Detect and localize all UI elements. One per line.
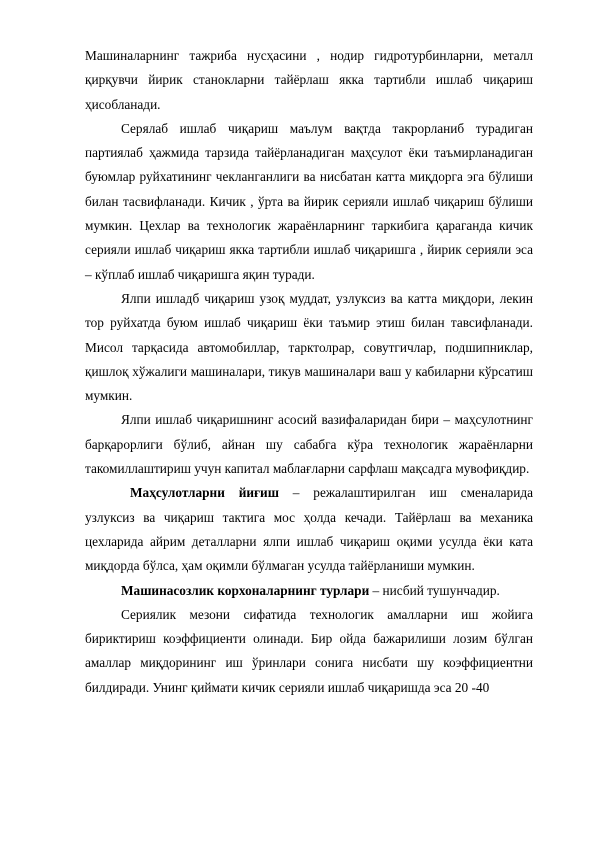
paragraph-serial-production xyxy=(85,117,533,287)
bold-term: Машинасозлик корхоналарнинг турлари xyxy=(121,582,370,598)
bold-term: Маҳсулотларни йиғиш xyxy=(130,485,279,501)
paragraph-product-assembly xyxy=(85,481,533,578)
paragraph-text: – нисбий тушунчадир. xyxy=(369,582,500,598)
paragraph-text: Ялпи ишладб чиқариш узоқ муддат, узлуксиз ва катта миқдори, лекин тор руйхатда буюм ишлаб чиқариш ёки таъмир этиш билан тавсифланади. Мисол тарқасида автомобиллар, тарктолрар, совутгичлар, подшипниклар, қишлоқ хўжалиги машиналари, тикув машиналари ваш у кабиларни кўрсатиш мумкин. xyxy=(85,290,533,404)
paragraph-text: – режалаштирилган иш сменаларида узлуксиз ва чиқариш тактига мос ҳолда кечади. Тайёрлаш ва механика цехларида айрим деталларни ялпи ишлаб чиқариш оқими усулда ёки ката миқдорда бўлса, ҳам оқимли бўлмаган усулда тайёрланиши мумкин. xyxy=(85,485,533,574)
paragraph-single-production xyxy=(85,44,533,117)
paragraph-text: Сериялик мезони сифатида технологик амалларни иш жойига бириктириш коэффициенти олинади. Бир ойда бажарилиши лозим бўлган амаллар миқдорининг иш ўринлари сонига нисбати шу коэффициентни билдиради. Унинг қиймати кичик серияли ишлаб чиқаришда эса 20 -40 xyxy=(85,606,533,695)
document-page xyxy=(85,44,533,700)
paragraph-text: Машиналарнинг тажриба нусҳасини , нодир гидротурбинларни, металл қирқувчи йирик станокларни тайёрлаш якка тартибли ишлаб чиқариш ҳисобланади. xyxy=(85,48,533,112)
paragraph-mass-production xyxy=(85,287,533,408)
paragraph-text: Серялаб ишлаб чиқариш маълум вақтда такрорланиб турадиган партиялаб ҳажмида тарзида тайёрланадиган маҳсулот ёки таъмирланадиган буюмлар руйхатининг чекланганлиги ва нисбатан катта миқдорга эга бўлиши билан тасвифланади. Кичик , ўрта ва йирик серияли ишлаб чиқариш бўлиши мумкин. Цехлар ва технологик жараёнларнинг таркибига қараганда кичик серияли ишлаб чиқариш якка тартибли ишлаб чиқаришга , йирик серияли эса – кўплаб ишлаб чиқаришга яқин туради. xyxy=(85,120,533,282)
paragraph-seriality-criterion xyxy=(85,603,533,700)
paragraph-enterprise-types xyxy=(85,579,533,603)
paragraph-text: Ялпи ишлаб чиқаришнинг асосий вазифаларидан бири – маҳсулотнинг барқарорлиги бўлиб, айнан шу сабабга кўра технологик жараёнларни такомиллаштириш учун капитал маблағларни сарфлаш мақсадга мувофиқдир. xyxy=(85,412,533,477)
paragraph-mass-production-goal xyxy=(85,408,533,481)
